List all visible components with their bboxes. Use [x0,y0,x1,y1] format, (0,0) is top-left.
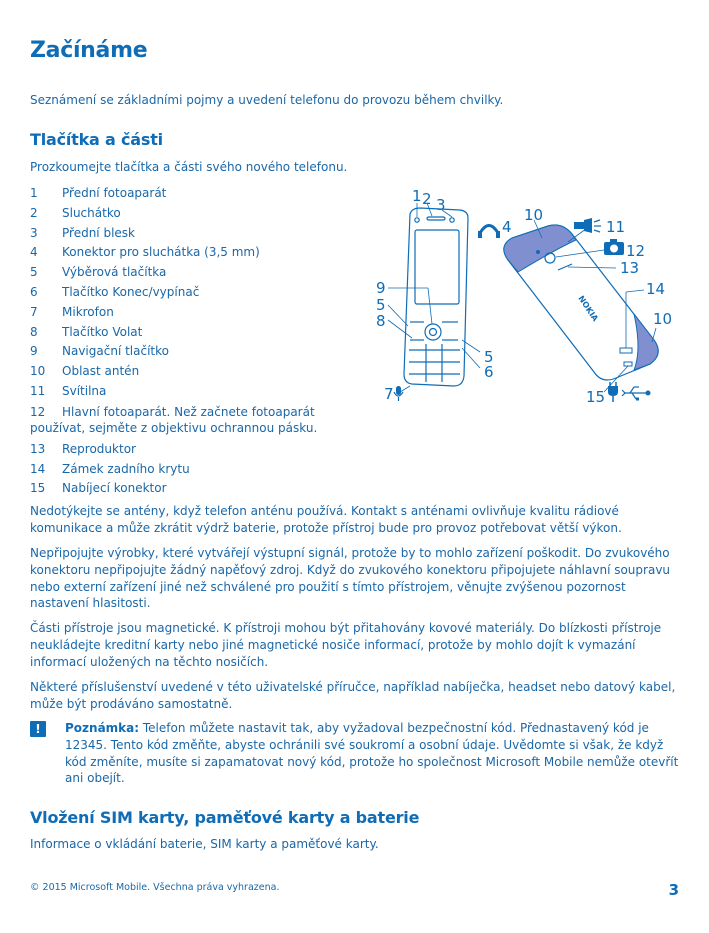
camera-icon [604,239,624,255]
list-item: 10 Oblast antén [30,364,140,379]
svg-text:6: 6 [484,363,494,381]
svg-text:2: 2 [422,190,432,208]
svg-text:14: 14 [646,280,666,298]
svg-text:12: 12 [626,242,646,260]
svg-text:10: 10 [524,206,544,224]
list-item: 2 Sluchátko [30,205,121,220]
section-heading-sim: Vložení SIM karty, paměťové karty a baterie [30,808,420,827]
section-text-sim: Informace o vkládání baterie, SIM karty a paměťové karty. [30,837,379,851]
paragraph-magnetic: Části přístroje jsou magnetické. K přístroji mohou být přitahovány kovové materiály. Do blízkosti přístroje neukládejte kreditní karty nebo jiné magnetické nosiče informací, protože by mohlo dojít k vymazání informací uložených na těchto nosičích. [30,621,662,669]
list-item: 11 Svítilna [30,383,107,398]
parts-list [30,184,350,499]
phone-front-illustration [404,208,468,386]
usb-icon [622,387,651,401]
svg-text:5: 5 [484,348,494,366]
list-item: 14 Zámek zadního krytu [30,461,190,476]
svg-text:9: 9 [376,279,386,297]
list-item: 15 Nabíjecí konektor [30,481,167,496]
footer-copyright: © 2015 Microsoft Mobile. Všechna práva vyhrazena. [30,882,280,893]
list-item: 12 Hlavní fotoaparát. Než začnete fotoaparát používat, sejměte z objektivu ochrannou pásku. [30,404,318,435]
svg-text:10: 10 [653,310,672,328]
svg-text:8: 8 [376,312,386,330]
warning-icon: ! [30,721,46,737]
svg-text:13: 13 [620,259,640,277]
list-item: 3 Přední blesk [30,225,135,240]
section-lead: Prozkoumejte tlačítka a části svého nového telefonu. [30,160,348,174]
svg-text:4: 4 [502,218,512,236]
list-item: 6 Tlačítko Konec/vypínač [30,284,200,299]
paragraph-antenna: Nedotýkejte se antény, když telefon anténu používá. Kontakt s anténami ovlivňuje kvalitu rádiové komunikace a může zkrátit výdrž baterie, protože přístroj bude pro provoz potřebovat větší výkon. [30,504,622,535]
paragraph-audio-connector: Nepřipojujte výrobky, které vytvářejí výstupní signál, protože by to mohlo zařízení poškodit. Do zvukového konektoru nepřipojujte žádný napěťový zdroj. Když do zvukového konektoru připojujete náhlavní soupravu nebo externí zařízení jiné než schválené pro použití s tímto přístrojem, věnujte zvýšenou pozornost nastavení hlasitosti. [30,546,671,611]
svg-text:15: 15 [586,388,606,406]
flashlight-icon [574,218,601,233]
charging-icon [608,382,618,402]
svg-text:7: 7 [384,385,394,403]
list-item: 8 Tlačítko Volat [30,324,143,339]
headphone-icon [478,226,500,239]
page-title: Začínáme [30,38,148,63]
list-item: 5 Výběrová tlačítka [30,265,167,280]
list-item: 9 Navigační tlačítko [30,344,169,359]
svg-text:NOKIA: NOKIA [576,294,600,324]
note-text: Poznámka: Telefon můžete nastavit tak, aby vyžadoval bezpečnostní kód. Přednastavený kód je 12345. Tento kód změňte, abyste ochránili své soukromí a osobní údaje. Uvědomte si však, že když kód změníte, musíte si zapamatovat nový kód, protože ho společnost Microsoft Mobile nemůže otevřít ani obejít. [65,721,679,786]
section-heading-buttons: Tlačítka a části [30,130,163,149]
list-item: 4 Konektor pro sluchátka (3,5 mm) [30,245,260,260]
list-item: 1 Přední fotoaparát [30,186,167,200]
paragraph-accessories: Některé příslušenství uvedené v této uživatelské příručce, například nabíječka, headset nebo datový kabel, může být prodáváno samostatně. [30,680,676,711]
svg-text:1: 1 [412,187,422,205]
svg-text:11: 11 [606,218,626,236]
list-item: 7 Mikrofon [30,304,114,319]
svg-text:5: 5 [376,296,386,314]
list-item: 13 Reproduktor [30,441,136,456]
page-number: 3 [668,881,679,899]
microphone-icon [394,386,403,401]
phone-diagram [372,180,672,420]
svg-text:3: 3 [436,196,446,214]
intro-text: Seznámení se základními pojmy a uvedení telefonu do provozu během chvilky. [30,93,504,107]
